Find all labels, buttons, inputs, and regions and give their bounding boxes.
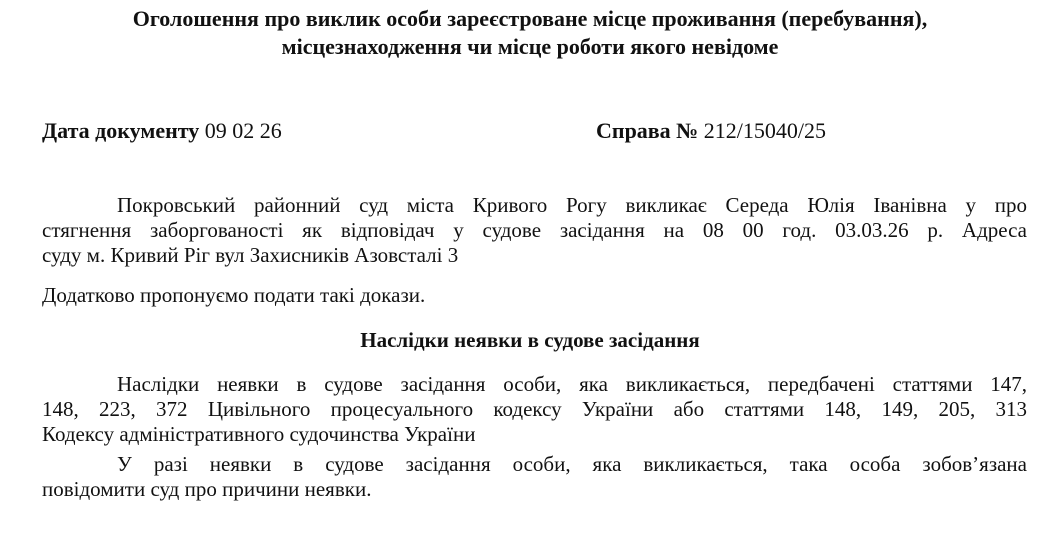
summons-line-1: Покровський районний суд міста Кривого Рогу викликає Середа Юлія Іванівна у про bbox=[117, 193, 1027, 217]
evidence-line: Додатково пропонуємо подати такі докази. bbox=[42, 283, 426, 307]
document-title-line-2: місцезнаходження чи місце роботи якого невідоме bbox=[281, 34, 779, 59]
summons-line-2: стягнення заборгованості як відповідач у судове засідання на 08 00 год. 03.03.26 р. Адреса bbox=[42, 218, 1027, 242]
summons-paragraph bbox=[42, 193, 1027, 268]
notice-line-1: У разі неявки в судове засідання особи, яка викликається, така особа зобов’язана bbox=[117, 452, 1027, 476]
consequences-heading: Наслідки неявки в судове засідання bbox=[360, 328, 700, 352]
notice-paragraph bbox=[42, 452, 1027, 502]
consequences-line-1: Наслідки неявки в судове засідання особи, яка викликається, передбачені статтями 147, bbox=[117, 372, 1027, 396]
document-title-line-1: Оголошення про виклик особи зареєстроване місце проживання (перебування), bbox=[132, 6, 928, 31]
document-date-label: Дата документу bbox=[42, 118, 200, 143]
case-number-label: Справа № bbox=[596, 118, 699, 143]
case-number bbox=[596, 118, 826, 144]
document-date-value: 09 02 26 bbox=[199, 118, 282, 143]
consequences-line-3: Кодексу адміністративного судочинства України bbox=[42, 422, 476, 446]
consequences-paragraph bbox=[42, 372, 1027, 447]
evidence-paragraph bbox=[42, 283, 1027, 308]
notice-line-2: повідомити суд про причини неявки. bbox=[42, 477, 372, 501]
summons-line-3: суду м. Кривий Ріг вул Захисників Азовсталі 3 bbox=[42, 243, 459, 267]
consequences-line-2: 148, 223, 372 Цивільного процесуального кодексу України або статтями 148, 149, 205, 313 bbox=[42, 397, 1027, 421]
document-date bbox=[42, 118, 282, 144]
case-number-value: 212/15040/25 bbox=[698, 118, 827, 143]
